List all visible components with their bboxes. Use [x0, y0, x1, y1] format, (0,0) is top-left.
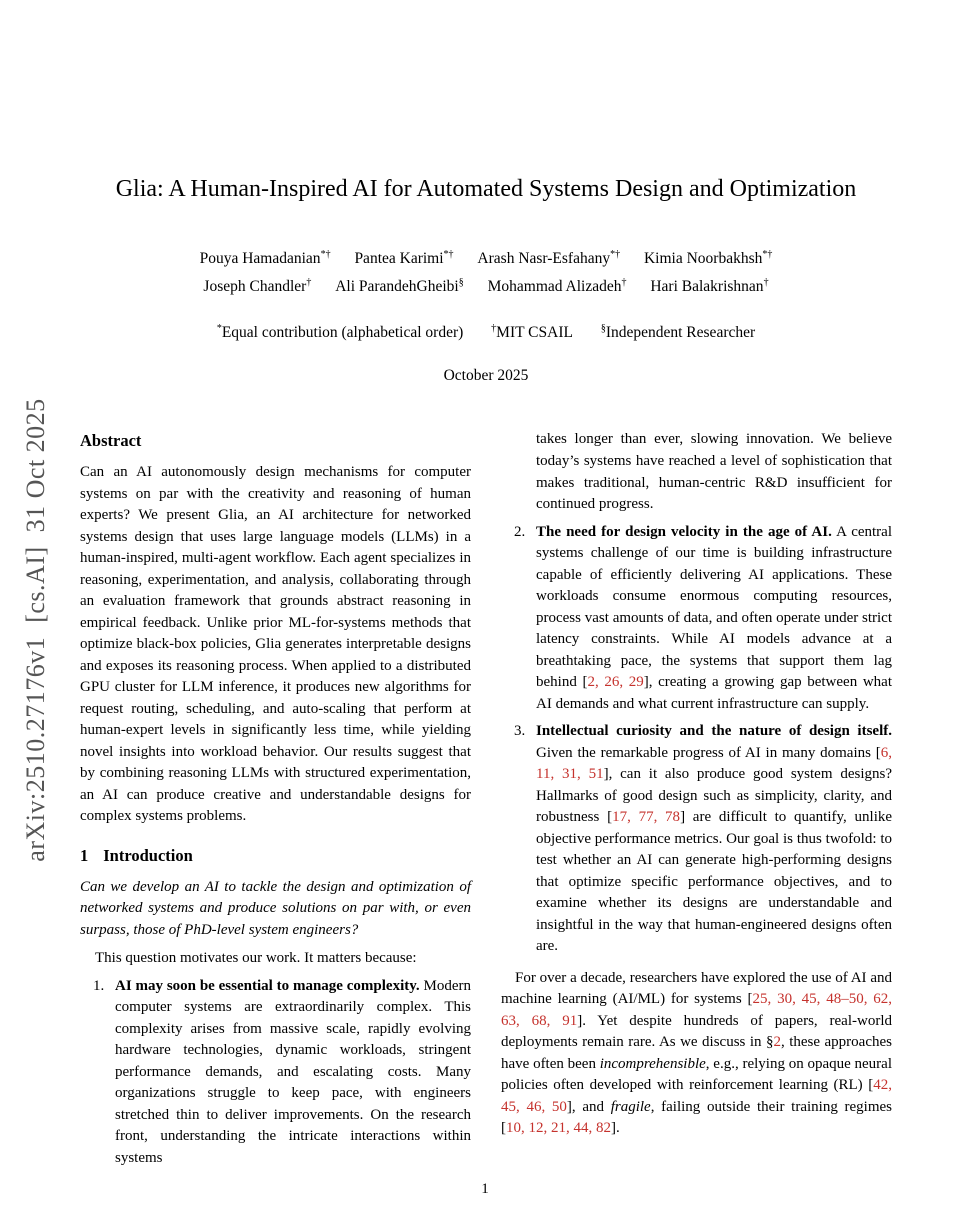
author-line-2	[80, 277, 892, 296]
author-affiliation-marker: *†	[320, 249, 331, 260]
text-segment: The need for design velocity in the age of AI.	[536, 523, 832, 540]
citation-link[interactable]: 25, 30, 45, 48–50, 62, 63, 68, 91	[501, 991, 892, 1029]
author	[477, 250, 620, 267]
author	[650, 278, 768, 295]
author-affiliation-marker: *†	[443, 249, 454, 260]
text-segment: fragile	[610, 1098, 651, 1115]
text-segment: Intellectual curiosity and the nature of design itself.	[536, 723, 892, 740]
author	[644, 250, 772, 267]
affiliation-text: Equal contribution (alphabetical order)	[221, 324, 464, 342]
list-item-1	[80, 976, 471, 1170]
affiliation-marker: *	[216, 323, 222, 335]
text-segment: AI may soon be essential to manage complexity.	[115, 977, 420, 994]
author-affiliation-marker: *†	[762, 249, 773, 260]
author-name: Mohammad Alizadeh	[487, 278, 622, 296]
affiliation-marker: §	[600, 323, 606, 335]
author	[488, 278, 627, 295]
text-segment: ], and	[566, 1098, 611, 1115]
arxiv-stamp: arXiv:2510.27176v1 [cs.AI] 31 Oct 2025	[21, 398, 50, 862]
citation-link[interactable]: 10, 12, 21, 44, 82	[506, 1120, 611, 1137]
author-affiliation-marker: §	[458, 277, 464, 289]
abstract-text: Can an AI autonomously design mechanisms for computer systems on par with the creativity and reasoning of human experts? We present Glia, an AI architecture for networked systems design that uses large language models (LLMs) in a human-inspired, multi-agent workflow. Each agent specializes in reasoning, experimentation, and analysis, collaborating through an evaluation framework that grounds abstract reasoning in empirical feedback. Unlike prior ML-for-systems methods that optimize black-box policies, Glia generates interpretable designs and exposes its reasoning process. When applied to a distributed GPU cluster for LLM inference, it produces new algorithms for request routing, scheduling, and auto-scaling that perform at human-expert levels in significantly less time, while yielding novel insights into workload behavior. Our results suggest that by combining reasoning LLMs with structured experimentation, an AI can produce creative and understandable designs for complex systems problems.	[80, 464, 471, 825]
author-name: Kimia Noorbakhsh	[643, 250, 763, 268]
list-item-number: 3.	[514, 723, 526, 740]
text-segment: , these approaches have often been	[501, 1034, 892, 1072]
author-name: Arash Nasr-Esfahany	[477, 250, 611, 268]
paper-date: October 2025	[443, 367, 529, 385]
text-segment: ]. Yet despite hundreds of papers, real-world deployments remain rare. As we discuss in §	[501, 1012, 892, 1051]
author	[354, 250, 453, 267]
author-list	[80, 249, 892, 296]
affiliation-text: MIT CSAIL	[496, 324, 573, 342]
affiliations-line	[80, 323, 892, 342]
author-name: Pouya Hamadanian	[199, 250, 321, 268]
abstract-heading: Abstract	[80, 431, 142, 451]
intro-lead-question: Can we develop an AI to tackle the design and optimization of networked systems and produce solutions on par with, or even surpass, those of PhD-level system engineers?	[80, 878, 471, 938]
text-segment: ] are difficult to quantify, unlike objective performance metrics. Our goal is thus twofold: to test whether an AI can generate high-performing designs that optimize specific performance objectives, and to examine whether its designs are understandable and insightful in the way that human-engineered designs often are.	[536, 809, 893, 955]
author-affiliation-marker: †	[763, 277, 769, 289]
two-column-body	[80, 429, 892, 1175]
author-name: Ali ParandehGheibi	[335, 278, 459, 296]
section-title: Introduction	[103, 845, 193, 865]
citation-link[interactable]: 6, 11, 31, 51	[536, 744, 892, 783]
author-name: Hari Balakrishnan	[650, 278, 764, 296]
intro-closing-paragraph	[501, 968, 892, 1140]
affiliation-marker: †	[491, 323, 497, 335]
list-item-number: 2.	[514, 523, 526, 540]
author-line-1	[80, 249, 892, 268]
citation-link[interactable]: 2	[773, 1034, 781, 1051]
author-affiliation-marker: *†	[610, 249, 621, 260]
intro-motivation: This question motivates our work. It matters because:	[95, 950, 417, 967]
list-item-3	[501, 721, 892, 958]
text-segment: ], creating a growing gap between what AI demands and what current infrastructure can supply.	[536, 674, 892, 712]
text-segment: For over a decade, researchers have explored the use of AI and machine learning (AI/ML) for systems [	[501, 969, 892, 1008]
list-item-text	[536, 721, 892, 958]
author-name: Pantea Karimi	[354, 250, 444, 268]
author	[200, 250, 331, 267]
left-column	[80, 429, 471, 1175]
author-affiliation-marker: †	[621, 277, 627, 289]
page-number: 1	[481, 1181, 489, 1197]
citation-link[interactable]: 17, 77, 78	[612, 809, 681, 826]
paper-title: Glia: A Human-Inspired AI for Automated Systems Design and Optimization	[115, 176, 857, 202]
citation-link[interactable]: 2, 26, 29	[587, 674, 644, 691]
affiliation	[217, 324, 463, 341]
text-segment: takes longer than ever, slowing innovation. We believe today’s systems have reached a level of sophistication that makes traditional, human-centric R&D insufficient for continued progress.	[536, 431, 892, 513]
author-name: Joseph Chandler	[203, 278, 307, 296]
list-item-text	[115, 976, 471, 1170]
text-segment: ], can it also produce good system designs? Hallmarks of good design such as simplicity, clarity, and robustness [	[536, 766, 892, 826]
affiliation-text: Independent Researcher	[605, 324, 756, 342]
text-segment: A central systems challenge of our time is building infrastructure capable of efficiently delivering AI applications. These workloads consume enormous computing resources, process vast amounts of data, and often operate under strict latency constraints. While AI models advance at a breathtaking pace, the systems that support them lag behind [	[536, 523, 892, 691]
citation-link[interactable]: 42, 45, 46, 50	[501, 1077, 892, 1115]
text-segment: incomprehensible	[599, 1055, 706, 1072]
text-segment: Modern computer systems are extraordinarily complex. This complexity arises from massive scale, rapidly evolving hardware technologies, dynamic workloads, stringent performance demands, and escalating costs. Many organizations struggle to keep pace, with engineers stretched thin to deliver improvements. On the research front, understanding the intricate interactions within systems	[115, 977, 472, 1166]
affiliation	[491, 324, 573, 341]
affiliation	[601, 324, 755, 341]
section-heading-introduction	[80, 844, 471, 868]
text-segment: , failing outside their training regimes [	[501, 1098, 893, 1137]
list-item-1-continuation	[501, 429, 892, 515]
list-item-text	[536, 522, 892, 716]
text-segment: Given the remarkable progress of AI in many domains [	[536, 744, 881, 761]
section-number: 1	[80, 845, 89, 865]
author	[203, 278, 311, 295]
list-item-number: 1.	[93, 977, 105, 994]
text-segment: ].	[611, 1120, 620, 1137]
text-segment: , e.g., relying on opaque neural policies often developed with reinforcement learning (RL) [	[501, 1055, 892, 1094]
author	[335, 278, 464, 295]
list-item-2	[501, 522, 892, 716]
right-column	[501, 429, 892, 1175]
author-affiliation-marker: †	[306, 277, 312, 289]
